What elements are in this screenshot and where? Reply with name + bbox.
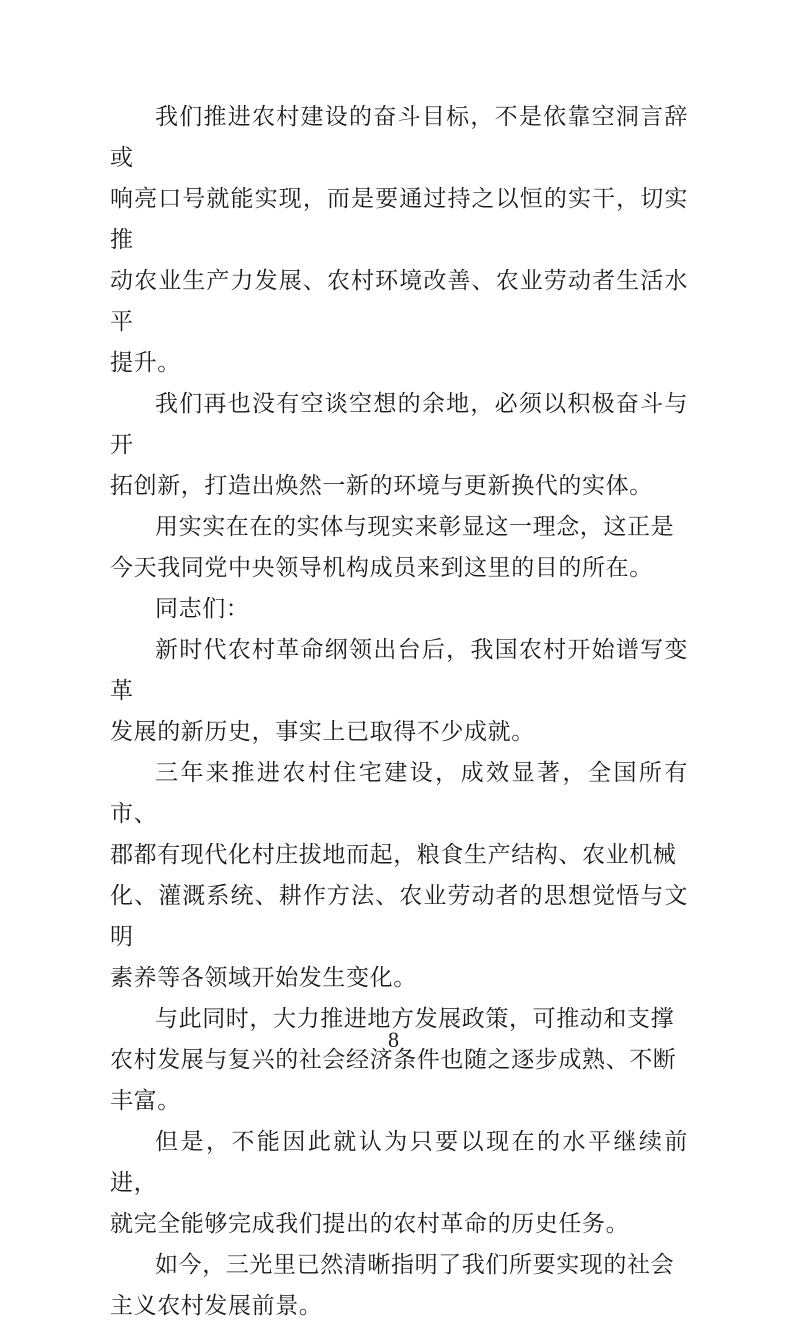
paragraph-9: 如今，三光里已然清晰指明了我们所要实现的社会 主义农村发展前景。: [110, 1252, 675, 1319]
paragraph-4-salutation: 同志们：: [155, 596, 250, 622]
paragraph-3: 用实实在在的实体与现实来彰显这一理念，这正是 今天我同党中央领导机构成员来到这里的目的所在。: [110, 514, 675, 581]
paragraph-8: 但是，不能因此就认为只要以现在的水平继续前进， 就完全能够完成我们提出的农村革命的历史任务。: [110, 1129, 688, 1237]
body-text: [110, 97, 688, 1327]
paragraph-5: 新时代农村革命纲领出台后，我国农村开始谱写变革 发展的新历史，事实上已取得不少成就。: [110, 637, 688, 745]
paragraph-6: 三年来推进农村住宅建设，成效显著，全国所有市、 郡都有现代化村庄拔地而起，粮食生产结构、农业机械 化、灌溉系统、耕作方法、农业劳动者的思想觉悟与文明 素养等各领域开始发生变化。: [110, 760, 688, 991]
paragraph-2: 我们再也没有空谈空想的余地，必须以积极奋斗与开 拓创新，打造出焕然一新的环境与更新换代的实体。: [110, 391, 688, 499]
page-number: 8: [388, 1027, 399, 1052]
paragraph-7: 与此同时，大力推进地方发展政策，可推动和支撑 农村发展与复兴的社会经济条件也随之逐步成熟、不断 丰富。: [110, 1006, 677, 1114]
paragraph-1: 我们推进农村建设的奋斗目标，不是依靠空洞言辞或 响亮口号就能实现，而是要通过持之以恒的实干，切实推 动农业生产力发展、农村环境改善、农业劳动者生活水平 提升。: [110, 104, 688, 376]
